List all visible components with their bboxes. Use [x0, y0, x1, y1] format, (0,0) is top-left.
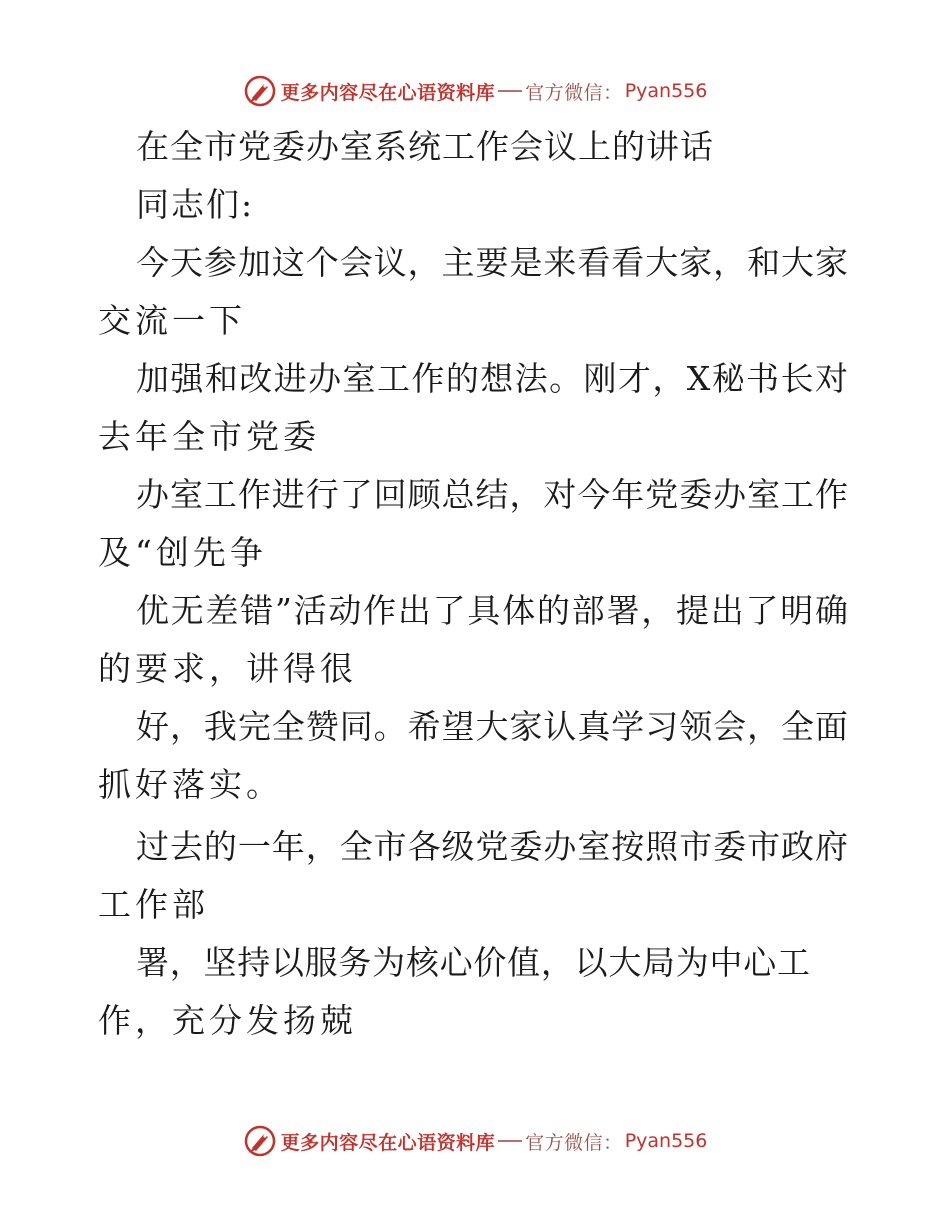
paragraph-line: 今天参加这个会议，主要是来看看大家，和大家: [136, 243, 848, 282]
watermark-official-label: 官方微信：: [525, 1131, 623, 1154]
watermark-official-label: 官方微信：: [525, 81, 623, 104]
paragraph-line: 的要求，讲得很: [98, 649, 357, 688]
watermark-brand: 更多内容尽在心语资料库: [280, 1131, 496, 1154]
paragraph-line: 好，我完全赞同。希望大家认真学习领会，全面: [136, 707, 848, 746]
paragraph-line: 作，充分发扬兢: [98, 1001, 357, 1040]
paragraph-line: 及“创先争: [98, 533, 267, 572]
document-title: 在全市党委办室系统工作会议上的讲话: [136, 127, 714, 166]
watermark-dash: [498, 90, 522, 92]
header-watermark: [0, 71, 950, 111]
paragraph-line: 工作部: [98, 885, 209, 924]
pen-nib-logo-icon: [243, 74, 277, 108]
paragraph-line: 加强和改进办室工作的想法。刚才，X秘书长对: [136, 359, 848, 398]
paragraph-line: 办室工作进行了回顾总结，对今年党委办室工作: [136, 475, 848, 514]
watermark-wechat-id: Pyan556: [624, 1130, 708, 1152]
paragraph-line: 署，坚持以服务为核心价值，以大局为中心工: [136, 943, 810, 982]
paragraph-line: 交流一下: [98, 301, 246, 340]
footer-watermark: [0, 1121, 950, 1161]
watermark-wechat-id: Pyan556: [624, 80, 708, 102]
paragraph-line: 抓好落实。: [98, 765, 283, 804]
paragraph-line: 过去的一年，全市各级党委办室按照市委市政府: [136, 827, 848, 866]
watermark-brand: 更多内容尽在心语资料库: [280, 81, 496, 104]
paragraph-line: 去年全市党委: [98, 417, 320, 456]
pen-nib-logo-icon: [243, 1124, 277, 1158]
paragraph-line: 优无差错”活动作出了具体的部署，提出了明确: [136, 591, 848, 630]
document-greeting: 同志们:: [136, 185, 255, 224]
watermark-dash: [498, 1140, 522, 1142]
